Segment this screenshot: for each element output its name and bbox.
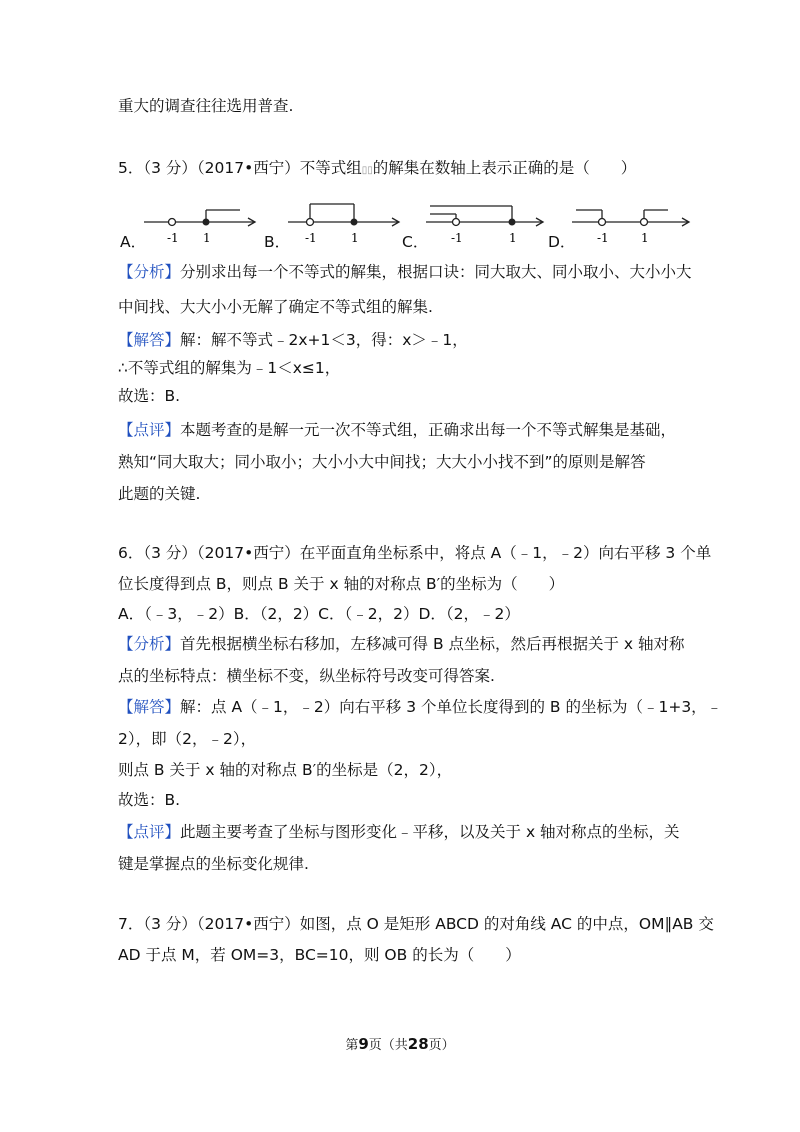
tick-label-minus-one: -1 bbox=[451, 231, 463, 245]
question-7-stem-line-2: AD 于点 M，若 OM=3，BC=10，则 OB 的长为（ ） bbox=[118, 946, 521, 964]
q6-solution-line-2: 2），即（2，﹣2）， bbox=[118, 730, 257, 748]
analysis-text: 首先根据横坐标右移加，左移减可得 B 点坐标，然后再根据关于 x 轴对称 bbox=[180, 635, 685, 653]
q6-comment-line-1 bbox=[118, 822, 680, 842]
q6-analysis-line-2: 点的坐标特点：横坐标不变，纵坐标符号改变可得答案. bbox=[118, 667, 495, 685]
option-a-label: A． bbox=[120, 233, 147, 251]
comment-text: 本题考查的是解一元一次不等式组，正确求出每一个不等式解集是基础， bbox=[180, 421, 677, 439]
q6-solution-line-4: 故选：B. bbox=[118, 791, 181, 809]
number-line-c bbox=[426, 196, 550, 252]
q5-solution-line-1 bbox=[118, 330, 468, 350]
comment-tag: 【点评】 bbox=[118, 421, 181, 439]
number-line-d bbox=[572, 196, 696, 252]
solution-text: 解：点 A（﹣1，﹣2）向右平移 3 个单位长度得到的 B 的坐标为（﹣1+3，﹣ bbox=[180, 698, 723, 716]
text-line: 重大的调查往往选用普查. bbox=[118, 97, 294, 115]
question-5-stem-part1: 5．（3 分）（2017•西宁）不等式组 bbox=[118, 159, 362, 177]
q6-solution-line-1 bbox=[118, 697, 722, 717]
tick-label-minus-one: -1 bbox=[305, 231, 317, 245]
solution-tag: 【解答】 bbox=[118, 698, 181, 716]
analysis-tag: 【分析】 bbox=[118, 635, 181, 653]
footer-post: 页） bbox=[428, 1038, 455, 1053]
tick-label-minus-one: -1 bbox=[167, 231, 179, 245]
footer-mid: 页（共 bbox=[368, 1038, 408, 1053]
footer-pre: 第 bbox=[345, 1038, 359, 1053]
question-5-stem-part2: 的解集在数轴上表示正确的是（ ） bbox=[372, 159, 637, 177]
solution-text: 解：解不等式﹣2x+1＜3，得：x＞﹣1， bbox=[180, 331, 468, 349]
page-number: 9 bbox=[358, 1035, 369, 1053]
question-7-stem-line-1: 7．（3 分）（2017•西宁）如图，点 O 是矩形 ABCD 的对角线 AC 的中点，OM∥AB 交 bbox=[118, 915, 714, 933]
q5-comment-line-3: 此题的关键. bbox=[118, 485, 201, 503]
option-c-label: C． bbox=[402, 233, 429, 251]
q5-comment-line-2: 熟知“同大取大；同小取小；大小小大中间找；大大小小找不到”的原则是解答 bbox=[118, 453, 646, 471]
question-6-stem-line-1: 6．（3 分）（2017•西宁）在平面直角坐标系中，将点 A（﹣1，﹣2）向右平移 3 个单 bbox=[118, 544, 712, 562]
question-6-stem-line-2: 位长度得到点 B，则点 B 关于 x 轴的对称点 B′的坐标为（ ） bbox=[118, 575, 565, 593]
number-line-b bbox=[288, 196, 406, 252]
question-5-stem bbox=[118, 158, 636, 181]
solution-tag: 【解答】 bbox=[118, 331, 181, 349]
tick-label-one: 1 bbox=[203, 231, 211, 245]
inequality-system-image: ▯▯ bbox=[361, 165, 373, 176]
analysis-text: 分别求出每一个不等式的解集，根据口诀：同大取大、同小取小、大小小大 bbox=[180, 263, 692, 281]
tick-label-minus-one: -1 bbox=[597, 231, 609, 245]
option-b-label: B． bbox=[264, 233, 291, 251]
comment-tag: 【点评】 bbox=[118, 823, 181, 841]
q6-comment-line-2: 键是掌握点的坐标变化规律. bbox=[118, 855, 309, 873]
q5-analysis-line-1 bbox=[118, 262, 692, 282]
option-d-label: D． bbox=[548, 233, 576, 251]
comment-text: 此题主要考查了坐标与图形变化﹣平移，以及关于 x 轴对称点的坐标，关 bbox=[180, 823, 680, 841]
page-footer bbox=[0, 1034, 800, 1053]
question-6-options: A．（﹣3，﹣2）B．（2，2）C．（﹣2，2）D．（2，﹣2） bbox=[118, 605, 520, 623]
number-line-a bbox=[144, 196, 262, 252]
q5-analysis-line-2: 中间找、大大小小无解了确定不等式组的解集. bbox=[118, 298, 433, 316]
page-total: 28 bbox=[407, 1035, 429, 1053]
q5-comment-line-1 bbox=[118, 420, 676, 440]
q6-analysis-line-1 bbox=[118, 634, 685, 654]
tick-label-one: 1 bbox=[641, 231, 649, 245]
tick-label-one: 1 bbox=[509, 231, 517, 245]
q5-solution-line-2: ∴不等式组的解集为﹣1＜x≤1， bbox=[118, 359, 341, 377]
q5-solution-line-3: 故选：B. bbox=[118, 387, 181, 405]
question-5-options bbox=[118, 196, 678, 252]
q6-solution-line-3: 则点 B 关于 x 轴的对称点 B′的坐标是（2，2）， bbox=[118, 761, 453, 779]
analysis-tag: 【分析】 bbox=[118, 263, 181, 281]
tick-label-one: 1 bbox=[351, 231, 359, 245]
